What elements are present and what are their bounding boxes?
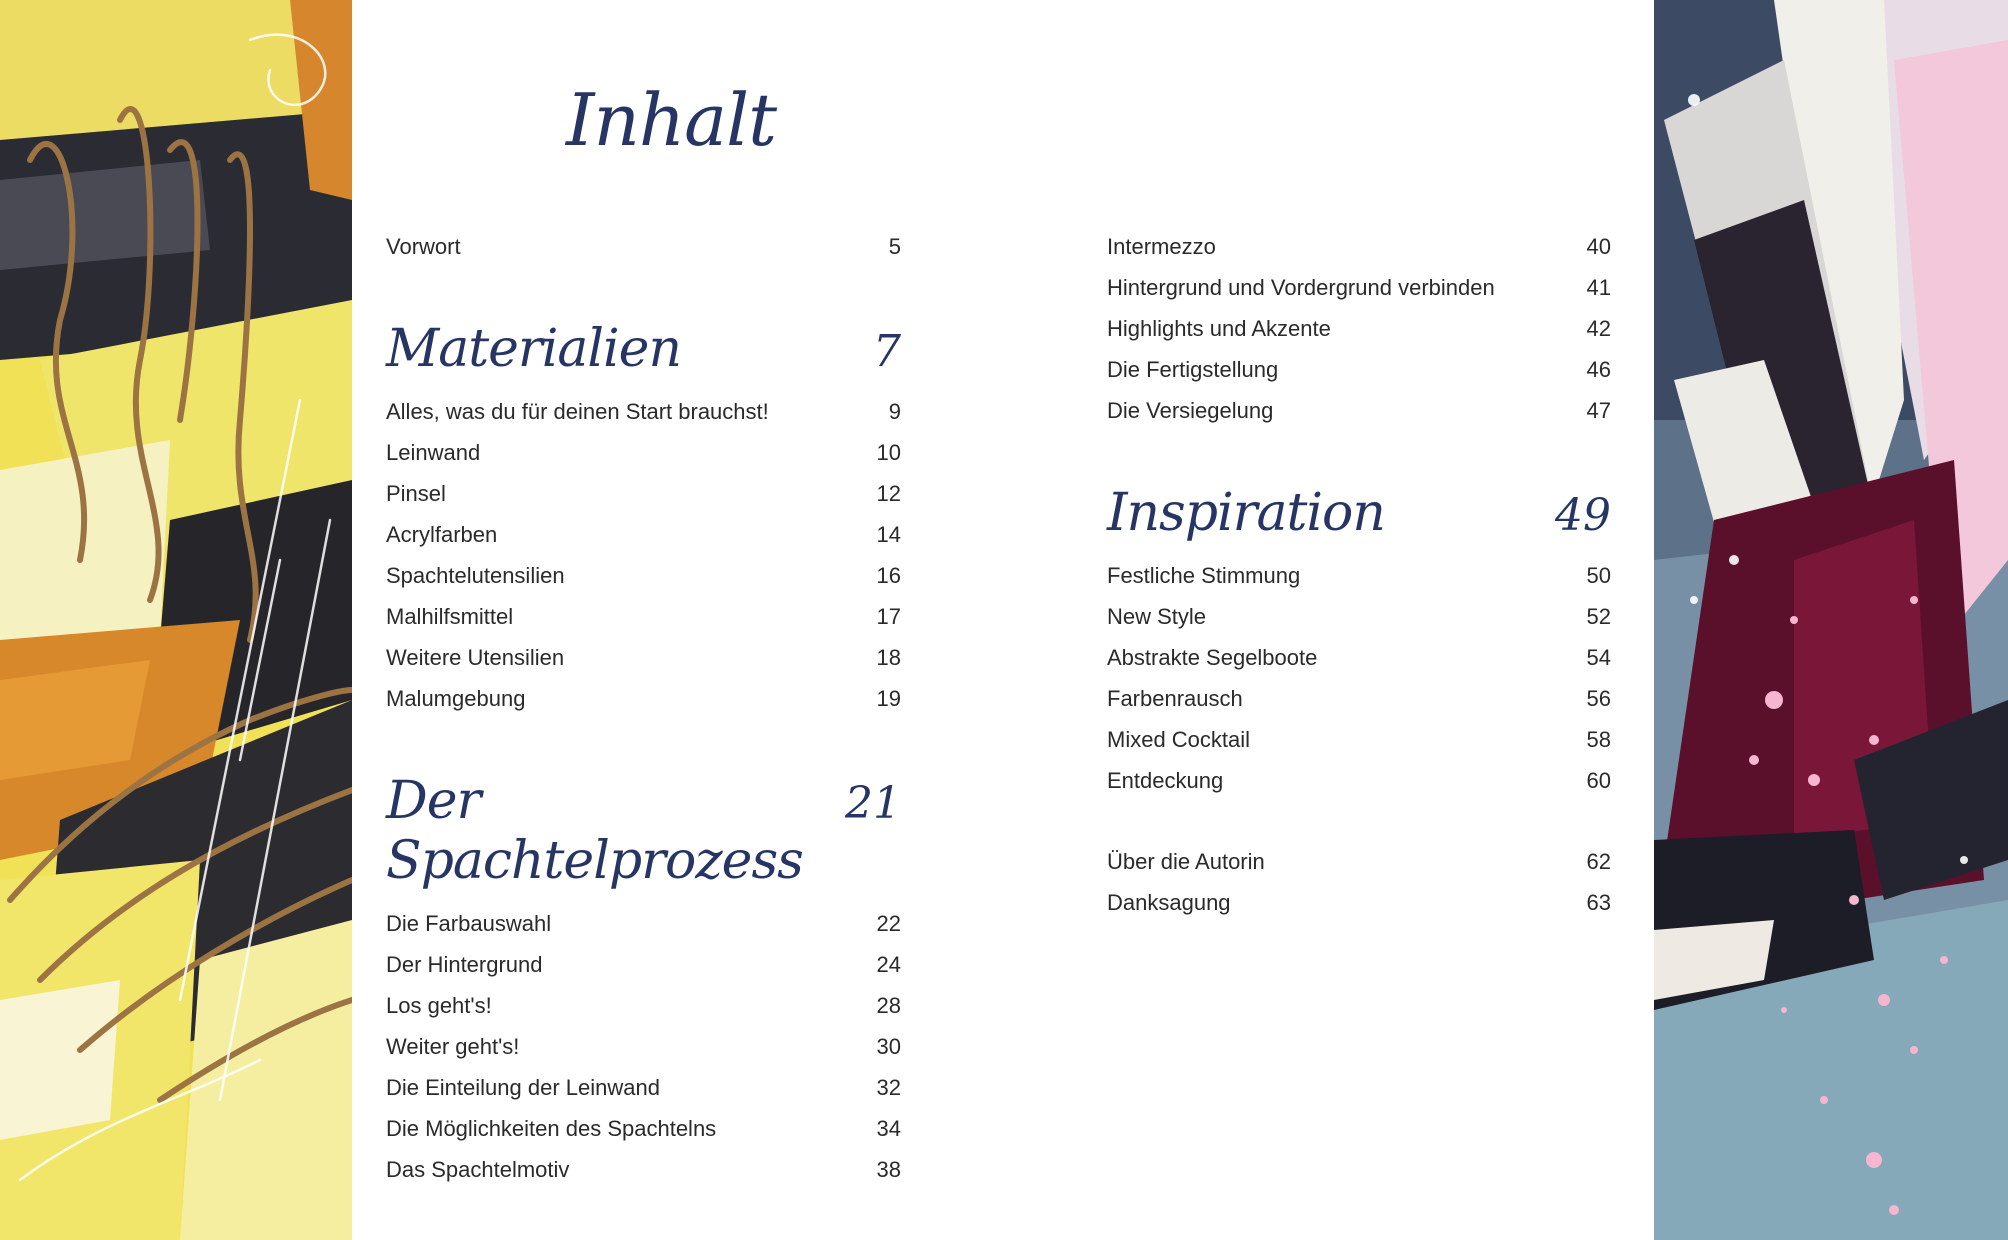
toc-entry-label: Das Spachtelmotiv: [386, 1157, 570, 1182]
toc-column-left: [386, 226, 901, 1190]
toc-entry[interactable]: [386, 555, 901, 596]
toc-entry[interactable]: [1107, 760, 1611, 801]
toc-entry-page: 5: [888, 234, 901, 259]
toc-entry-label: Malhilfsmittel: [386, 604, 514, 629]
section-title: Inspiration: [1107, 483, 1385, 543]
toc-entry-label: Die Farbauswahl: [386, 911, 552, 936]
toc-entry-page: 19: [876, 686, 901, 711]
section-title: Materialien: [386, 319, 681, 379]
toc-entry-page: 24: [876, 952, 901, 977]
toc-entry-label: Vorwort: [386, 234, 461, 259]
section-heading-materialien[interactable]: [386, 319, 901, 379]
toc-entry[interactable]: [386, 1067, 901, 1108]
toc-entry[interactable]: [386, 391, 901, 432]
toc-entry[interactable]: [1107, 719, 1611, 760]
toc-entry[interactable]: [1107, 882, 1611, 923]
toc-entry-page: 32: [876, 1075, 901, 1100]
toc-entry-page: 14: [876, 522, 901, 547]
toc-entry-label: Festliche Stimmung: [1107, 563, 1301, 588]
toc-entry[interactable]: [386, 1108, 901, 1149]
toc-entry-label: Mixed Cocktail: [1107, 727, 1251, 752]
toc-entry-page: 18: [876, 645, 901, 670]
toc-entry-label: Highlights und Akzente: [1107, 316, 1331, 341]
toc-entry[interactable]: [386, 985, 901, 1026]
toc-entry[interactable]: [1107, 678, 1611, 719]
section-page: 49: [1555, 490, 1611, 541]
toc-entry[interactable]: [386, 1149, 901, 1190]
toc-entry-label: New Style: [1107, 604, 1207, 629]
toc-entry[interactable]: [1107, 841, 1611, 882]
toc-entry[interactable]: [386, 637, 901, 678]
toc-entry-label: Malumgebung: [386, 686, 526, 711]
toc-entry[interactable]: [386, 596, 901, 637]
toc-entry[interactable]: [1107, 596, 1611, 637]
toc-entry-label: Die Einteilung der Leinwand: [386, 1075, 660, 1100]
section-heading-inspiration[interactable]: [1107, 483, 1611, 543]
toc-entry-page: 30: [876, 1034, 901, 1059]
toc-entry-page: 52: [1586, 604, 1611, 629]
toc-entry[interactable]: [1107, 308, 1611, 349]
toc-entry[interactable]: [386, 473, 901, 514]
toc-entry-label: Leinwand: [386, 440, 481, 465]
toc-entry-page: 12: [876, 481, 901, 506]
toc-entry[interactable]: [386, 678, 901, 719]
toc-entry-label: Weiter geht's!: [386, 1034, 520, 1059]
toc-entry-label: Der Hintergrund: [386, 952, 543, 977]
toc-entry[interactable]: [1107, 637, 1611, 678]
toc-entry-page: 22: [876, 911, 901, 936]
toc-entry-label: Intermezzo: [1107, 234, 1216, 259]
toc-entry-page: 34: [876, 1116, 901, 1141]
toc-entry[interactable]: [1107, 267, 1611, 308]
toc-entry-page: 60: [1586, 768, 1611, 793]
toc-entry-label: Alles, was du für deinen Start brauchst!: [386, 399, 769, 424]
toc-entry-label: Farbenrausch: [1107, 686, 1243, 711]
abstract-painting-left: [0, 0, 352, 1240]
toc-entry-label: Die Versiegelung: [1107, 398, 1274, 423]
toc-entry[interactable]: [1107, 390, 1611, 431]
section-page: 7: [873, 326, 901, 377]
toc-entry-page: 38: [876, 1157, 901, 1182]
section-heading-spachtelprozess[interactable]: [386, 771, 901, 891]
toc-entry-label: Acrylfarben: [386, 522, 498, 547]
toc-entry-page: 10: [876, 440, 901, 465]
toc-entry[interactable]: [386, 944, 901, 985]
toc-entry-page: 56: [1586, 686, 1611, 711]
toc-entry-page: 63: [1586, 890, 1611, 915]
toc-entry[interactable]: [386, 432, 901, 473]
toc-entry-page: 28: [876, 993, 901, 1018]
abstract-painting-right: [1654, 0, 2008, 1240]
toc-entry[interactable]: [386, 514, 901, 555]
toc-entry-label: Los geht's!: [386, 993, 492, 1018]
toc-entry-page: 47: [1586, 398, 1611, 423]
toc-entry-label: Über die Autorin: [1107, 849, 1265, 874]
toc-entry-page: 50: [1586, 563, 1611, 588]
toc-entry-label: Spachtelutensilien: [386, 563, 565, 588]
toc-entry[interactable]: [1107, 349, 1611, 390]
toc-entry[interactable]: [386, 903, 901, 944]
toc-entry-page: 58: [1586, 727, 1611, 752]
toc-entry[interactable]: [1107, 555, 1611, 596]
toc-entry-label: Die Fertigstellung: [1107, 357, 1279, 382]
toc-entry-page: 17: [876, 604, 901, 629]
toc-entry-label: Weitere Utensilien: [386, 645, 565, 670]
toc-entry-page: 9: [888, 399, 901, 424]
page-title: Inhalt: [566, 78, 777, 162]
toc-entry-page: 54: [1586, 645, 1611, 670]
toc-entry-page: 40: [1586, 234, 1611, 259]
toc-column-right: [1107, 226, 1611, 923]
toc-entry-vorwort[interactable]: [386, 226, 901, 267]
toc-entry-label: Danksagung: [1107, 890, 1231, 915]
toc-entry-page: 41: [1586, 275, 1611, 300]
toc-entry-label: Die Möglichkeiten des Spachtelns: [386, 1116, 717, 1141]
section-page: 21: [845, 778, 901, 829]
toc-entry-label: Entdeckung: [1107, 768, 1224, 793]
toc-entry-page: 16: [876, 563, 901, 588]
toc-entry-label: Abstrakte Segelboote: [1107, 645, 1318, 670]
toc-entry-label: Pinsel: [386, 481, 446, 506]
toc-entry-page: 62: [1586, 849, 1611, 874]
toc-entry[interactable]: [386, 1026, 901, 1067]
section-title: Der Spachtelprozess: [386, 771, 803, 891]
toc-entry-page: 42: [1586, 316, 1611, 341]
toc-entry-page: 46: [1586, 357, 1611, 382]
toc-entry[interactable]: [1107, 226, 1611, 267]
toc-entry-label: Hintergrund und Vordergrund verbinden: [1107, 275, 1495, 300]
